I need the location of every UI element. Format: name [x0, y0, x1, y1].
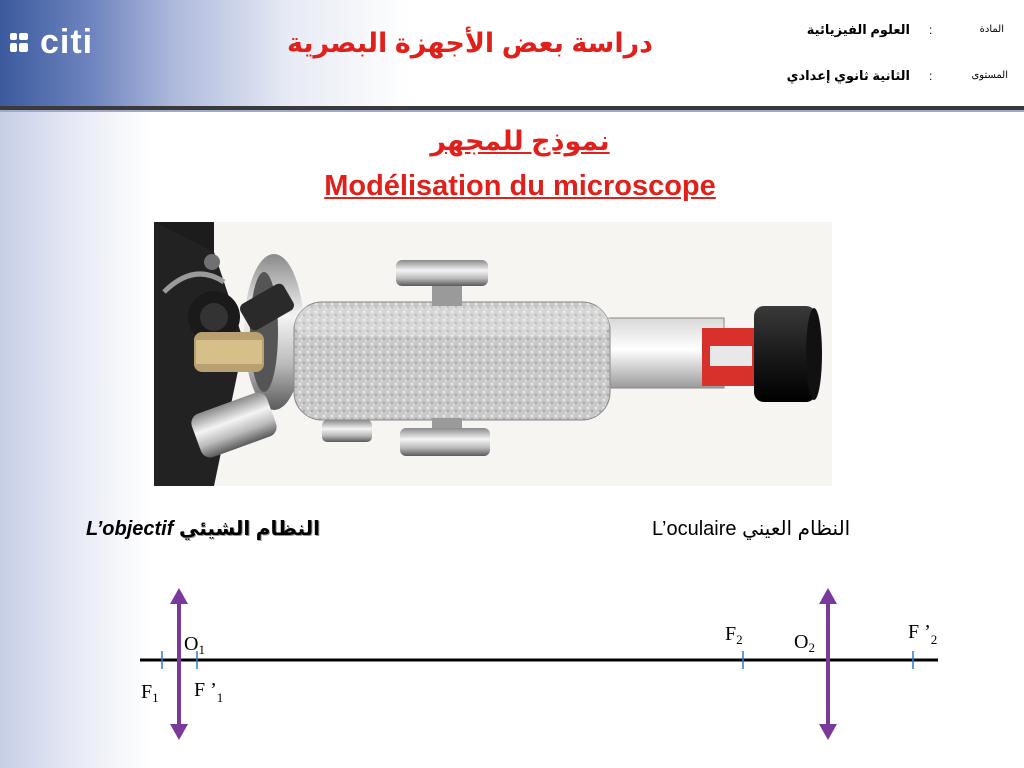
label-f2-prime: F $’_2$ — [908, 621, 938, 647]
level-value: الثانية ثانوي إعدادي — [786, 68, 910, 83]
label-o1: $O_1$ — [184, 633, 205, 657]
slide-title: دراسة بعض الأجهزة البصرية — [286, 28, 653, 58]
objective-label-arabic: النظام الشيئي — [178, 518, 320, 540]
ocular-lens-arrow-bottom — [819, 724, 837, 740]
subject-separator: : — [929, 23, 933, 37]
ocular-lens — [819, 588, 837, 740]
subtitle-arabic: نموذج للمجهر — [430, 126, 610, 156]
ocular-lens-arrow-top — [819, 588, 837, 604]
header-divider-accent — [0, 110, 1024, 112]
ocular-label — [652, 516, 850, 541]
level-label: المستوى — [971, 70, 1008, 81]
objective-label — [86, 516, 320, 541]
logo-text: citi — [40, 22, 94, 61]
citi-logo-icon — [10, 27, 36, 57]
label-f1: $F_1$ — [141, 681, 159, 705]
subtitle-french: Modélisation du microscope — [324, 170, 716, 202]
label-f2: $F_2$ — [725, 623, 743, 647]
objective-lens-arrow-top — [170, 588, 188, 604]
subject-value: العلوم الفيزيائية — [806, 22, 910, 37]
optical-diagram — [0, 560, 1024, 768]
objective-lens — [170, 588, 188, 740]
citi-logo — [10, 22, 93, 62]
microscope-photo — [154, 222, 832, 486]
objective-label-french: L’objectif — [86, 518, 174, 540]
ocular-label-arabic: النظام العيني — [742, 518, 851, 540]
label-o2: $O_2$ — [794, 631, 815, 655]
ocular-label-french: L’oculaire — [652, 518, 737, 540]
label-f1-prime: F $’_1$ — [194, 679, 224, 705]
level-separator: : — [929, 69, 933, 83]
objective-lens-arrow-bottom — [170, 724, 188, 740]
subject-label: المادة — [979, 24, 1004, 35]
